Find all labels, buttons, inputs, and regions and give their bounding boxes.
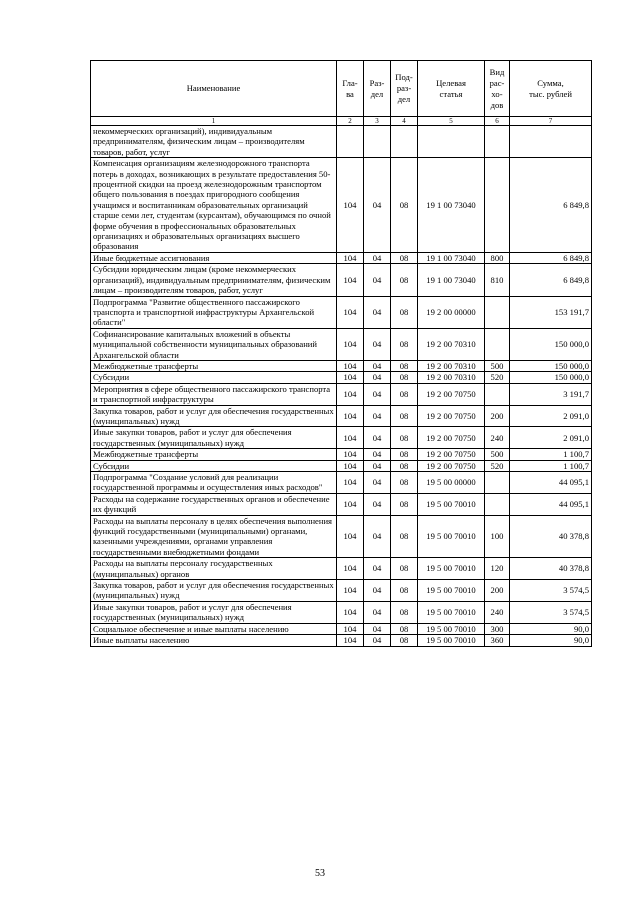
row-chapter: 104 — [337, 383, 364, 405]
row-subsection: 08 — [391, 460, 418, 471]
row-section: 04 — [364, 372, 391, 383]
row-section: 04 — [364, 472, 391, 494]
row-chapter: 104 — [337, 264, 364, 296]
column-number: 7 — [510, 117, 592, 126]
row-expense-type: 200 — [485, 580, 510, 602]
table-row — [91, 383, 592, 405]
header-subsection: Под- раз- дел — [391, 61, 418, 117]
row-expense-type: 800 — [485, 252, 510, 263]
row-amount — [510, 126, 592, 158]
row-subsection — [391, 126, 418, 158]
column-number: 3 — [364, 117, 391, 126]
row-amount: 150 000,0 — [510, 360, 592, 371]
row-expense-type — [485, 328, 510, 360]
table-row — [91, 360, 592, 371]
column-number: 6 — [485, 117, 510, 126]
column-number: 4 — [391, 117, 418, 126]
row-chapter: 104 — [337, 328, 364, 360]
row-expense-type: 520 — [485, 460, 510, 471]
row-section: 04 — [364, 449, 391, 460]
row-name: Компенсация организациям железнодорожного транспорта потерь в доходах, возникающих в результате предоставления 50-процентной скидки на проезд железнодорожным транспортом общего пользования в поездах пригородного сообщения учащимся и воспитанникам образовательных организаций старше семи лет, студентам (курсантам), обучающимся по очной форме обучения в профессиональных образовательных организациях и образовательных организациях высшего образования — [91, 158, 337, 253]
row-target: 19 2 00 70750 — [418, 427, 485, 449]
row-section: 04 — [364, 296, 391, 328]
row-expense-type: 100 — [485, 515, 510, 558]
row-chapter: 104 — [337, 635, 364, 646]
column-number-row — [91, 117, 592, 126]
row-target: 19 5 00 70010 — [418, 580, 485, 602]
table-row — [91, 264, 592, 296]
row-chapter: 104 — [337, 449, 364, 460]
row-expense-type — [485, 296, 510, 328]
row-subsection: 08 — [391, 360, 418, 371]
row-section: 04 — [364, 493, 391, 515]
row-section: 04 — [364, 328, 391, 360]
row-subsection: 08 — [391, 296, 418, 328]
row-section: 04 — [364, 264, 391, 296]
row-chapter: 104 — [337, 158, 364, 253]
row-expense-type: 240 — [485, 427, 510, 449]
row-section: 04 — [364, 252, 391, 263]
row-expense-type: 240 — [485, 601, 510, 623]
row-section: 04 — [364, 623, 391, 634]
row-chapter: 104 — [337, 580, 364, 602]
row-name: Иные закупки товаров, работ и услуг для обеспечения государственных (муниципальных) нужд — [91, 427, 337, 449]
row-amount: 90,0 — [510, 623, 592, 634]
row-name: Иные выплаты населению — [91, 635, 337, 646]
row-chapter: 104 — [337, 360, 364, 371]
row-amount: 3 574,5 — [510, 601, 592, 623]
row-chapter: 104 — [337, 252, 364, 263]
table-row — [91, 328, 592, 360]
budget-table — [90, 60, 592, 647]
row-target: 19 5 00 70010 — [418, 515, 485, 558]
row-section: 04 — [364, 158, 391, 253]
row-subsection: 08 — [391, 158, 418, 253]
row-target: 19 5 00 70010 — [418, 623, 485, 634]
row-chapter: 104 — [337, 405, 364, 427]
row-amount: 1 100,7 — [510, 449, 592, 460]
row-section: 04 — [364, 405, 391, 427]
row-amount: 40 378,8 — [510, 558, 592, 580]
column-number: 2 — [337, 117, 364, 126]
row-expense-type — [485, 493, 510, 515]
table-header-row — [91, 61, 592, 117]
table-row — [91, 635, 592, 646]
row-name: Расходы на содержание государственных органов и обеспечение их функций — [91, 493, 337, 515]
row-section: 04 — [364, 558, 391, 580]
row-chapter — [337, 126, 364, 158]
row-target: 19 2 00 70310 — [418, 328, 485, 360]
header-section: Раз- дел — [364, 61, 391, 117]
row-target: 19 2 00 70310 — [418, 372, 485, 383]
row-section: 04 — [364, 460, 391, 471]
row-name: Подпрограмма "Создание условий для реализации государственной программы и осуществления иных расходов" — [91, 472, 337, 494]
row-amount: 44 095,1 — [510, 493, 592, 515]
row-subsection: 08 — [391, 493, 418, 515]
table-row — [91, 601, 592, 623]
row-amount: 6 849,8 — [510, 264, 592, 296]
row-chapter: 104 — [337, 460, 364, 471]
table-row — [91, 460, 592, 471]
row-section: 04 — [364, 635, 391, 646]
header-target: Целевая статья — [418, 61, 485, 117]
table-row — [91, 449, 592, 460]
row-name: Закупка товаров, работ и услуг для обеспечения государственных (муниципальных) нужд — [91, 405, 337, 427]
table-row — [91, 472, 592, 494]
row-amount: 150 000,0 — [510, 372, 592, 383]
row-expense-type: 500 — [485, 449, 510, 460]
row-name: Расходы на выплаты персоналу государственных (муниципальных) органов — [91, 558, 337, 580]
row-chapter: 104 — [337, 472, 364, 494]
row-name: Софинансирование капитальных вложений в объекты муниципальной собственности муниципальных образований Архангельской области — [91, 328, 337, 360]
row-chapter: 104 — [337, 558, 364, 580]
row-target: 19 2 00 70750 — [418, 460, 485, 471]
row-amount: 2 091,0 — [510, 427, 592, 449]
row-target: 19 2 00 70750 — [418, 449, 485, 460]
row-expense-type: 810 — [485, 264, 510, 296]
row-target: 19 2 00 70750 — [418, 383, 485, 405]
row-target: 19 5 00 70010 — [418, 601, 485, 623]
table-row — [91, 126, 592, 158]
row-target: 19 2 00 00000 — [418, 296, 485, 328]
row-name: Социальное обеспечение и иные выплаты населению — [91, 623, 337, 634]
table-row — [91, 405, 592, 427]
row-subsection: 08 — [391, 252, 418, 263]
row-amount: 3 191,7 — [510, 383, 592, 405]
row-section — [364, 126, 391, 158]
row-expense-type — [485, 158, 510, 253]
row-section: 04 — [364, 601, 391, 623]
header-name: Наименование — [91, 61, 337, 117]
row-name: Расходы на выплаты персоналу в целях обеспечения выполнения функций государственными (муниципальными) органами, казенными учреждениями, органами управления государственными внебюджетными фондами — [91, 515, 337, 558]
row-subsection: 08 — [391, 264, 418, 296]
row-name: Мероприятия в сфере общественного пассажирского транспорта и транспортной инфраструктуры — [91, 383, 337, 405]
row-target: 19 5 00 70010 — [418, 493, 485, 515]
row-amount: 6 849,8 — [510, 158, 592, 253]
row-subsection: 08 — [391, 601, 418, 623]
row-subsection: 08 — [391, 405, 418, 427]
row-target: 19 1 00 73040 — [418, 158, 485, 253]
table-row — [91, 558, 592, 580]
row-subsection: 08 — [391, 372, 418, 383]
row-subsection: 08 — [391, 328, 418, 360]
row-name: некоммерческих организаций), индивидуальным предпринимателям, физическим лицам – производителям товаров, работ, услуг — [91, 126, 337, 158]
row-target: 19 2 00 70750 — [418, 405, 485, 427]
table-row — [91, 427, 592, 449]
row-amount: 40 378,8 — [510, 515, 592, 558]
row-name: Межбюджетные трансферты — [91, 449, 337, 460]
row-amount: 2 091,0 — [510, 405, 592, 427]
row-expense-type: 360 — [485, 635, 510, 646]
row-expense-type: 520 — [485, 372, 510, 383]
row-subsection: 08 — [391, 472, 418, 494]
row-section: 04 — [364, 427, 391, 449]
row-amount: 153 191,7 — [510, 296, 592, 328]
row-expense-type — [485, 383, 510, 405]
row-expense-type: 500 — [485, 360, 510, 371]
row-expense-type: 120 — [485, 558, 510, 580]
table-row — [91, 623, 592, 634]
row-expense-type: 300 — [485, 623, 510, 634]
row-name: Субсидии — [91, 372, 337, 383]
row-name: Иные закупки товаров, работ и услуг для обеспечения государственных (муниципальных) нужд — [91, 601, 337, 623]
row-target: 19 1 00 73040 — [418, 252, 485, 263]
row-subsection: 08 — [391, 635, 418, 646]
row-subsection: 08 — [391, 558, 418, 580]
row-subsection: 08 — [391, 427, 418, 449]
row-amount: 44 095,1 — [510, 472, 592, 494]
row-chapter: 104 — [337, 515, 364, 558]
row-amount: 6 849,8 — [510, 252, 592, 263]
row-target: 19 1 00 73040 — [418, 264, 485, 296]
row-expense-type: 200 — [485, 405, 510, 427]
table-row — [91, 515, 592, 558]
row-name: Межбюджетные трансферты — [91, 360, 337, 371]
table-row — [91, 252, 592, 263]
row-amount: 3 574,5 — [510, 580, 592, 602]
row-target — [418, 126, 485, 158]
row-target: 19 5 00 00000 — [418, 472, 485, 494]
row-amount: 150 000,0 — [510, 328, 592, 360]
row-subsection: 08 — [391, 449, 418, 460]
row-name: Закупка товаров, работ и услуг для обеспечения государственных (муниципальных) нужд — [91, 580, 337, 602]
row-section: 04 — [364, 580, 391, 602]
row-chapter: 104 — [337, 427, 364, 449]
row-name: Иные бюджетные ассигнования — [91, 252, 337, 263]
row-section: 04 — [364, 383, 391, 405]
row-subsection: 08 — [391, 383, 418, 405]
row-subsection: 08 — [391, 515, 418, 558]
row-target: 19 5 00 70010 — [418, 558, 485, 580]
row-subsection: 08 — [391, 580, 418, 602]
table-row — [91, 158, 592, 253]
header-amount: Сумма, тыс. рублей — [510, 61, 592, 117]
column-number: 1 — [91, 117, 337, 126]
header-expense-type: Вид рас- хо- дов — [485, 61, 510, 117]
row-chapter: 104 — [337, 493, 364, 515]
row-subsection: 08 — [391, 623, 418, 634]
row-target: 19 2 00 70310 — [418, 360, 485, 371]
row-chapter: 104 — [337, 601, 364, 623]
row-chapter: 104 — [337, 623, 364, 634]
row-chapter: 104 — [337, 296, 364, 328]
page-number: 53 — [315, 868, 325, 879]
table-row — [91, 296, 592, 328]
table-row — [91, 580, 592, 602]
table-row — [91, 493, 592, 515]
row-name: Субсидии юридическим лицам (кроме некоммерческих организаций), индивидуальным предпринимателям, физическим лицам – производителям товаров, работ, услуг — [91, 264, 337, 296]
row-section: 04 — [364, 360, 391, 371]
row-target: 19 5 00 70010 — [418, 635, 485, 646]
column-number: 5 — [418, 117, 485, 126]
row-name: Подпрограмма "Развитие общественного пассажирского транспорта и транспортной инфраструктуры Архангельской области" — [91, 296, 337, 328]
header-chapter: Гла- ва — [337, 61, 364, 117]
row-expense-type — [485, 126, 510, 158]
row-amount: 1 100,7 — [510, 460, 592, 471]
row-chapter: 104 — [337, 372, 364, 383]
row-expense-type — [485, 472, 510, 494]
row-name: Субсидии — [91, 460, 337, 471]
row-amount: 90,0 — [510, 635, 592, 646]
row-section: 04 — [364, 515, 391, 558]
table-row — [91, 372, 592, 383]
